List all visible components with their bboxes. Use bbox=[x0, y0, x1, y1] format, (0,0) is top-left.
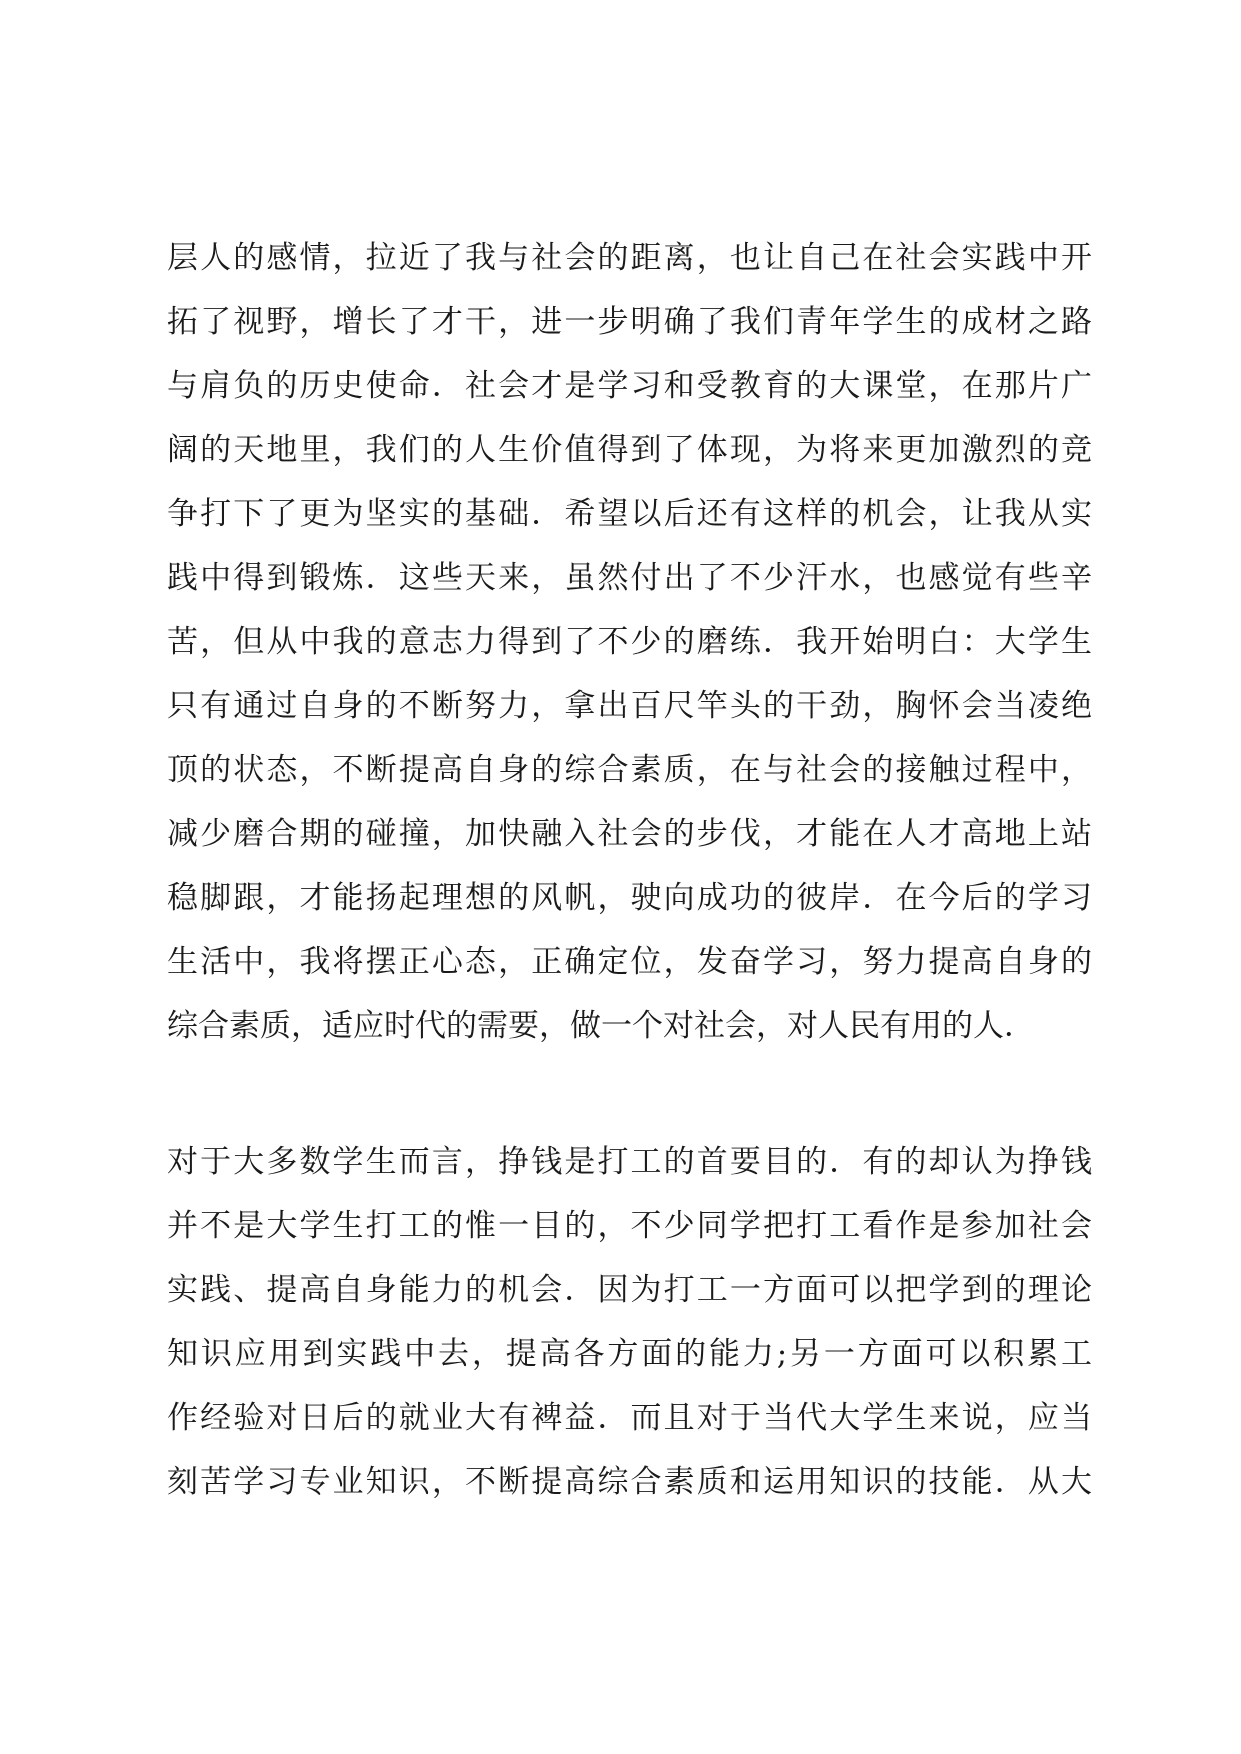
text-line: 减少磨合期的碰撞，加快融入社会的步伐，才能在人才高地上站 bbox=[167, 816, 1092, 852]
text-line: 只有通过自身的不断努力，拿出百尺竿头的干劲，胸怀会当凌绝 bbox=[167, 688, 1092, 724]
text-line: 实践、提高自身能力的机会．因为打工一方面可以把学到的理论 bbox=[167, 1272, 1092, 1308]
text-line: 稳脚跟，才能扬起理想的风帆，驶向成功的彼岸．在今后的学习 bbox=[167, 880, 1092, 916]
text-line: 践中得到锻炼．这些天来，虽然付出了不少汗水，也感觉有些辛 bbox=[167, 560, 1092, 596]
text-line: 刻苦学习专业知识，不断提高综合素质和运用知识的技能．从大 bbox=[167, 1464, 1092, 1500]
body-paragraph-2 bbox=[167, 1130, 1092, 1514]
text-line: 顶的状态，不断提高自身的综合素质，在与社会的接触过程中， bbox=[167, 752, 1092, 788]
text-line: 拓了视野，增长了才干，进一步明确了我们青年学生的成材之路 bbox=[167, 304, 1092, 340]
body-paragraph-1 bbox=[167, 226, 1092, 1058]
text-line: 知识应用到实践中去，提高各方面的能力;另一方面可以积累工 bbox=[167, 1336, 1092, 1372]
text-line: 与肩负的历史使命．社会才是学习和受教育的大课堂，在那片广 bbox=[167, 368, 1092, 404]
text-line: 生活中，我将摆正心态，正确定位，发奋学习，努力提高自身的 bbox=[167, 944, 1092, 980]
text-line: 综合素质，适应时代的需要，做一个对社会，对人民有用的人． bbox=[167, 1008, 1035, 1044]
text-line: 争打下了更为坚实的基础．希望以后还有这样的机会，让我从实 bbox=[167, 496, 1092, 532]
text-line: 苦，但从中我的意志力得到了不少的磨练．我开始明白：大学生 bbox=[167, 624, 1092, 660]
text-line: 并不是大学生打工的惟一目的，不少同学把打工看作是参加社会 bbox=[167, 1208, 1092, 1244]
text-line: 对于大多数学生而言，挣钱是打工的首要目的．有的却认为挣钱 bbox=[167, 1144, 1092, 1180]
text-line: 阔的天地里，我们的人生价值得到了体现，为将来更加激烈的竞 bbox=[167, 432, 1092, 468]
text-line: 作经验对日后的就业大有裨益．而且对于当代大学生来说，应当 bbox=[167, 1400, 1092, 1436]
text-line: 层人的感情，拉近了我与社会的距离，也让自己在社会实践中开 bbox=[167, 240, 1092, 276]
